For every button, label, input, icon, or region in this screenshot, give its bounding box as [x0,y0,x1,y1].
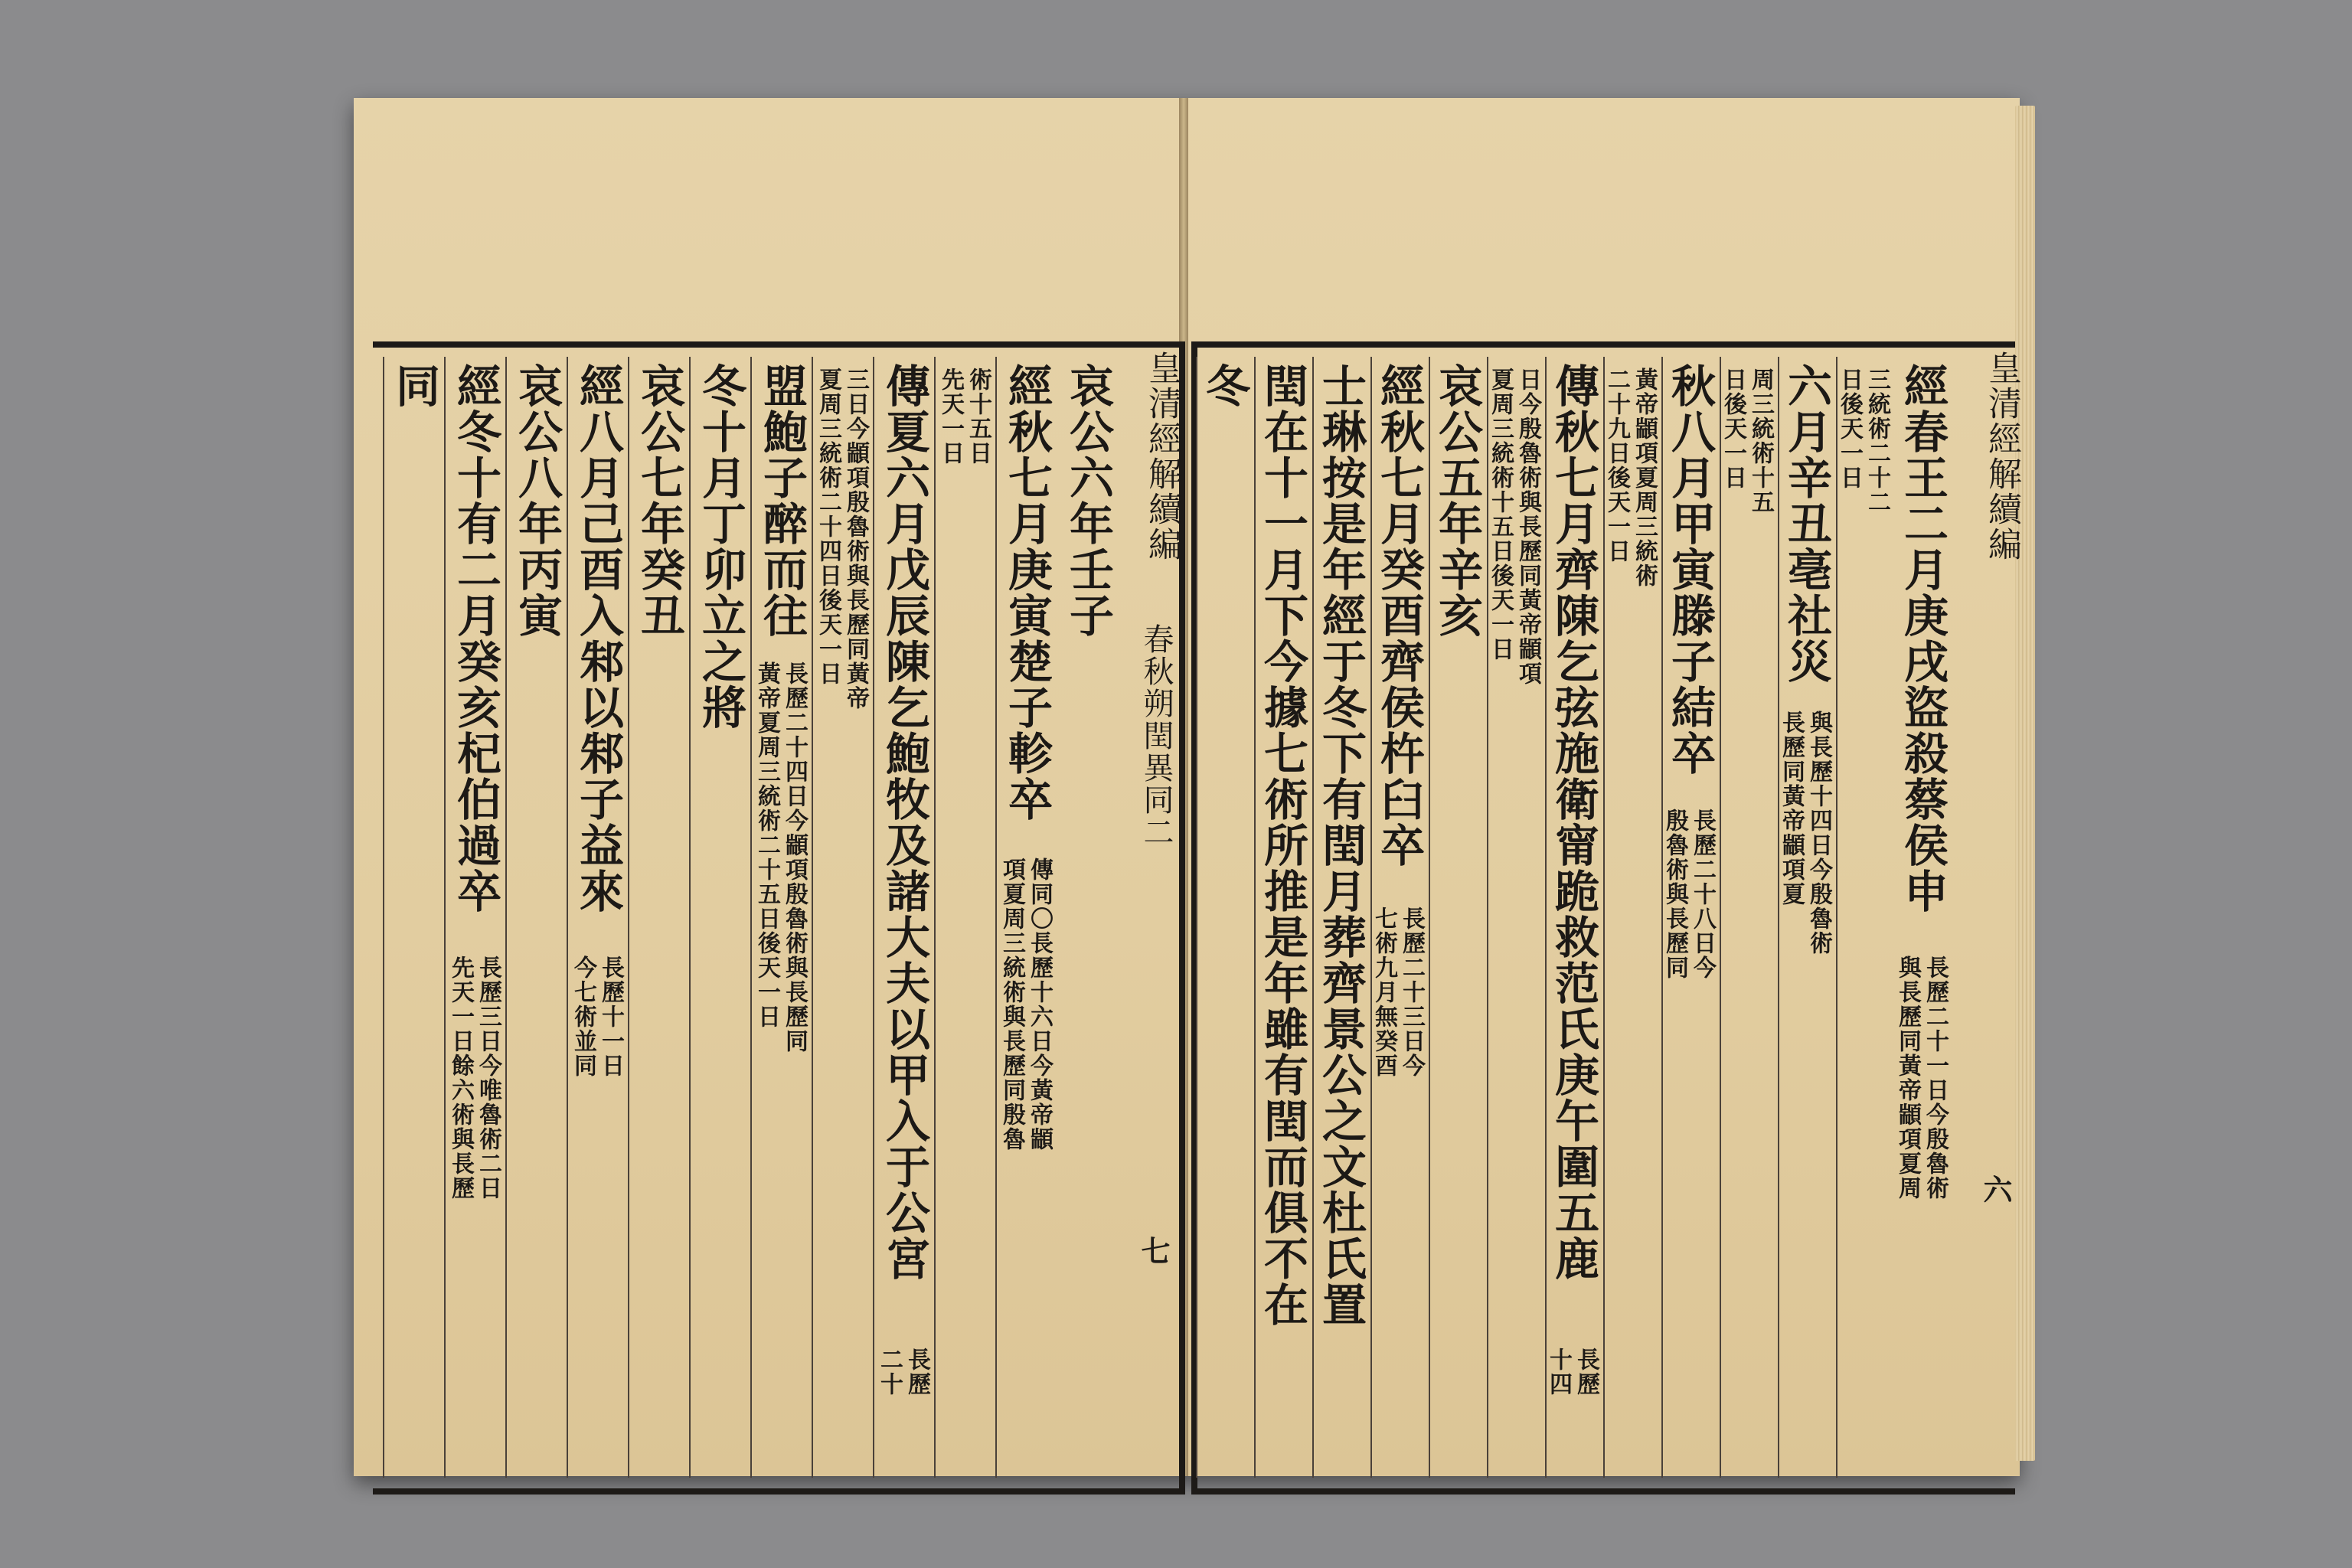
annotation-pair [1836,368,1890,514]
annotation-line: 日今殷魯術與長歷同黃帝顓項 [1514,368,1541,686]
annotation-line: 日後天一日 [1836,368,1863,490]
annotation-pair [1661,808,1715,980]
annotation-line: 今七術並同 [570,956,596,1078]
annotation-line: 日後天一日 [1720,368,1746,490]
page-edges [2015,106,2035,1461]
annotation-pair [815,368,868,710]
annotation-line: 七術九月無癸酉 [1370,906,1397,1078]
text-column [995,357,1058,1478]
text-column [1312,357,1372,1478]
annotation-line: 長歷十一日 [597,956,624,1078]
annotation-line: 殷魯術與長歷同 [1661,808,1688,980]
text-column [1778,357,1838,1478]
annotation-line: 長歷三日今唯魯術二日 [475,956,501,1200]
annotation-line: 與長歷同黃帝顓項夏周 [1894,956,1921,1200]
annotation-line: 三統術二十二 [1864,368,1890,514]
main-text: 傳夏六月戊辰陳乞鮑牧及諸大夫以甲入于公宮 [878,363,930,1282]
text-column [1836,357,1896,1478]
main-text: 經八月己酉入邾以邾子益來 [572,363,624,914]
main-text: 士琳按是年經于冬下有閏月葬齊景公之文杜氏置 [1315,363,1367,1328]
main-text: 哀公六年壬子 [1062,363,1114,639]
annotation-line: 三日今顓項殷魯術與長歷同黃帝 [842,368,869,710]
annotation-pair [1487,368,1540,686]
main-text: 同 [388,363,440,409]
right-margin-title: 皇清經解續編 [1982,351,2021,562]
main-text: 六月辛丑亳社災 [1780,363,1832,684]
text-column [934,357,997,1478]
annotation-line: 傳同〇長歷十六日今黃帝顓 [1026,858,1053,1152]
annotation-line: 先天一日餘六術與長歷 [447,956,474,1200]
text-column [444,357,507,1478]
main-text: 秋八月甲寅滕子結卒 [1664,363,1716,776]
text-column [1254,357,1314,1478]
annotation-line: 二十 [876,1348,903,1396]
annotation-line: 周三統術十五 [1747,368,1774,514]
text-column [689,357,752,1478]
right-page-number: 六 [1978,1174,2013,1205]
text-column [1196,357,1256,1478]
main-text: 哀公八年丙寅 [511,363,563,639]
open-book [354,98,2020,1476]
annotation-pair [447,956,501,1200]
text-column [750,357,813,1478]
main-text: 冬 [1198,363,1250,409]
main-text: 傳秋七月齊陳乞弦施衛甯跪救范氏庚午圍五鹿 [1547,363,1599,1282]
text-column [812,357,874,1478]
main-text: 經秋七月庚寅楚子軫卒 [1001,363,1053,822]
text-column [1545,357,1605,1478]
annotation-line: 長歷二十一日今殷魯術 [1922,956,1949,1200]
annotation-line: 黃帝顓項夏周三統術 [1631,368,1658,588]
left-page-number: 七 [1136,1236,1171,1266]
annotation-line: 先天一日 [937,368,964,466]
annotation-pair [1778,710,1831,956]
main-text: 哀公五年辛亥 [1431,363,1483,639]
text-column [1896,357,1954,1478]
annotation-pair [876,1348,929,1396]
main-text: 盟鮑子醉而往 [756,363,808,639]
left-margin-subtitle: 春秋朔閏異同二 [1138,623,1174,848]
text-column [1370,357,1430,1478]
text-column [628,357,691,1478]
text-column [1661,357,1721,1478]
main-text: 哀公七年癸丑 [633,363,685,639]
annotation-line: 項夏周三統術與長歷同殷魯 [998,858,1025,1152]
annotation-pair [1720,368,1773,514]
annotation-line: 與長歷十四日今殷魯術 [1805,710,1832,956]
annotation-line: 十四 [1545,1348,1572,1396]
text-column [1429,357,1488,1478]
right-text-frame [1191,341,2021,1494]
annotation-line: 長歷二十三日今 [1398,906,1425,1078]
main-text: 經秋七月癸酉齊侯杵臼卒 [1373,363,1425,868]
main-text: 閏在十一月下今據七術所推是年雖有閏而俱不在 [1256,363,1308,1328]
annotation-pair [1545,1348,1599,1396]
text-column [505,357,568,1478]
annotation-pair [937,368,991,466]
annotation-line: 長歷二十八日今 [1689,808,1716,980]
annotation-line: 夏周三統術二十四日後天一日 [815,368,841,686]
text-column [1603,357,1663,1478]
annotation-line: 長歷二十四日今顓項殷魯術與長歷同 [781,662,808,1054]
main-text: 經冬十有二月癸亥杞伯過卒 [449,363,501,914]
left-margin-title: 皇清經解續編 [1142,351,1181,562]
annotation-pair [753,662,807,1054]
annotation-pair [1894,956,1948,1200]
annotation-line: 長歷同黃帝顓項夏 [1778,710,1805,906]
text-column [1720,357,1779,1478]
annotation-pair [998,858,1052,1152]
main-text: 經春王二月庚戌盜殺蔡侯申 [1896,363,1949,914]
text-column [567,357,629,1478]
text-column [873,357,936,1478]
text-column [383,357,446,1478]
annotation-pair [1603,368,1657,588]
annotation-line: 長歷 [1573,1348,1599,1396]
annotation-line: 長歷 [903,1348,930,1396]
annotation-line: 黃帝夏周三統術二十五日後天一日 [753,662,780,1029]
annotation-line: 夏周三統術十五日後天一日 [1487,368,1514,662]
text-column [1058,357,1119,1478]
text-column [1487,357,1547,1478]
annotation-pair [1370,906,1424,1078]
annotation-line: 二十九日後天一日 [1603,368,1630,564]
annotation-pair [570,956,623,1078]
main-text: 冬十月丁卯立之將 [694,363,746,730]
left-text-frame [373,341,1185,1494]
annotation-line: 術十五日 [965,368,991,466]
